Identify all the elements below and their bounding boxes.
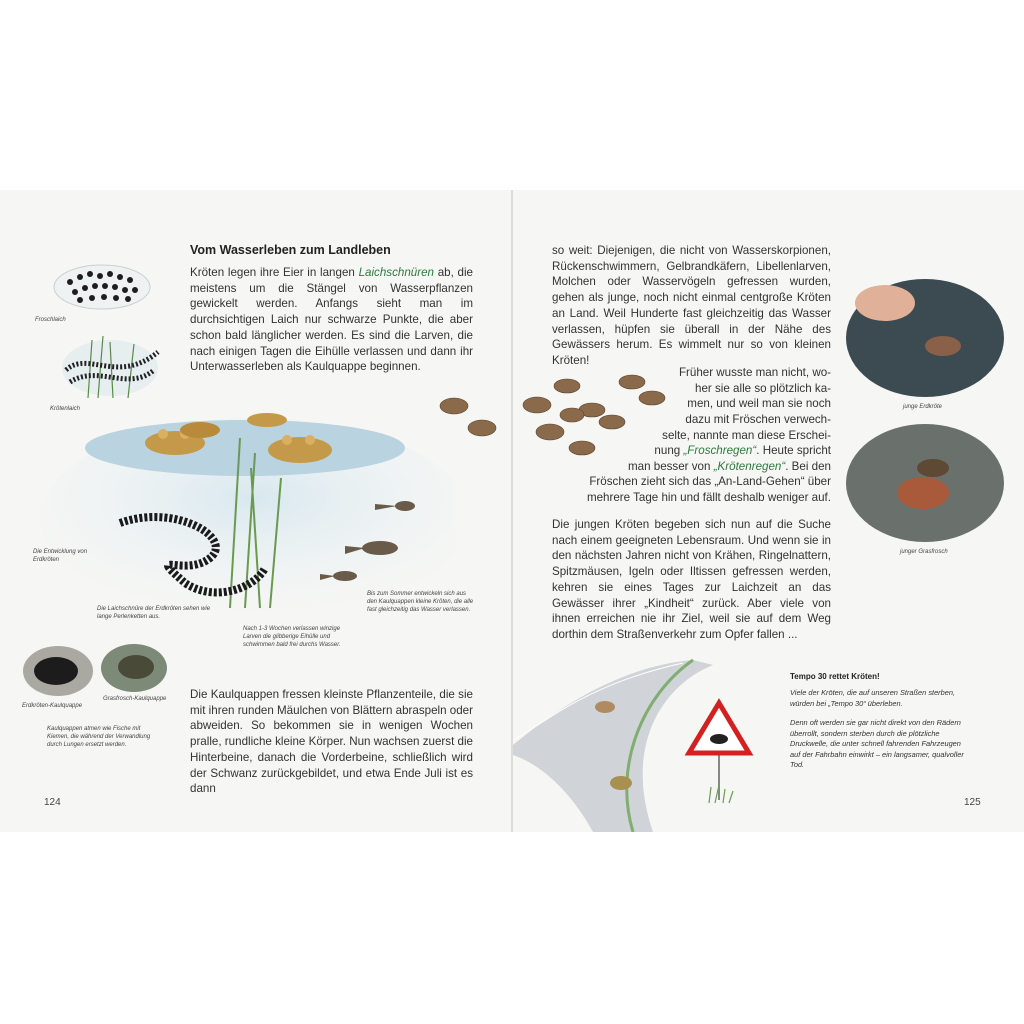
text-line: men, und weil man sie noch	[687, 397, 831, 411]
highlight-term: Laichschnüren	[358, 266, 434, 279]
caption-laichschnuere: Die Laichschnüre der Erdkröten sehen wie lange Perlenketten aus.	[97, 606, 211, 620]
highlight-term: „Froschregen“	[683, 444, 757, 457]
caption-kiemen: Kaulquappen atmen wie Fische mit Kiemen, die während der Verwandlung durch Lungen ersetzt werden.	[47, 726, 151, 748]
caption-sommer: Bis zum Sommer entwickeln sich aus den Kaulquappen kleine Kröten, die alle fast gleichzeitig das Wasser verlassen.	[367, 591, 474, 613]
caption-junge-erdkroete: junge Erdkröte	[903, 404, 943, 410]
page-number-left: 124	[44, 797, 61, 808]
sidebar-paragraph-2: Denn oft werden sie gar nicht direkt von den Rädern überrollt, sondern sterben durch die plötzliche Druckwelle, die unter schnell fahrenden Fahrzeugen auf der Fahrbahn einwirkt – ein langsamer, qualvoller Tod.	[790, 718, 964, 770]
erdkroeten-kaulquappe-photo	[22, 645, 94, 697]
text-line: dazu mit Fröschen verwech-	[685, 413, 831, 427]
froschlaich-illustration	[50, 262, 160, 314]
section-heading: Vom Wasserleben zum Landleben	[190, 243, 391, 257]
text: nung	[654, 444, 684, 457]
caption-erdkroeten-kaulquappe: Erdkröten-Kaulquappe	[22, 703, 83, 709]
text-line: Früher wusste man nicht, wo-	[678, 366, 831, 379]
page-number-right: 125	[964, 797, 981, 808]
right-paragraph-3: Die jungen Kröten begeben sich nun auf die Suche nach einem geeigneten Lebensraum. Und wenn sie in den nächsten Jahren nicht von Krähen, Ringelnattern, Spitzmäusen, Igeln oder Iltissen gefressen werden, kehren sie eines Tages zur Laichzeit an das Gewässer ihrer „Kindheit“ zurück. Aber viele von ihnen erreichen nie ihr Ziel, weil sie auf dem Weg dorthin dem Straßenverkehr zum Opfer fallen ...	[552, 518, 831, 641]
right-paragraph-2-indented	[660, 365, 831, 444]
right-paragraph-2-rest	[552, 474, 831, 505]
text: Kröten legen ihre Eier in langen	[190, 266, 359, 279]
caption-grasfrosch-kaulquappe: Grasfrosch-Kaulquappe	[103, 696, 167, 702]
caption-wochen: Nach 1-3 Wochen verlassen winzige Larven die glibberige Eihülle und schwimmen bald frei durchs Wasser.	[243, 626, 341, 648]
sidebar-paragraph-1: Viele der Kröten, die auf unseren Straßen sterben, würden bei „Tempo 30“ überleben.	[790, 688, 956, 708]
text-line: her sie alle so plötzlich ka-	[695, 381, 831, 395]
left-paragraph-1	[190, 265, 473, 375]
pond-development-illustration	[35, 408, 455, 618]
kroetenlaich-illustration	[58, 330, 168, 400]
text: . Bei den	[785, 460, 831, 473]
text: . Heute spricht	[756, 444, 831, 457]
text: man besser von	[627, 460, 714, 473]
text-line: Fröschen zieht sich das „An-Land-Gehen“ über	[589, 475, 831, 488]
text-line: selte, nannte man diese Erschei-	[662, 428, 831, 442]
right-paragraph-1: so weit: Diejenigen, die nicht von Wasserskorpionen, Rückenschwimmern, Gelbrandkäfern, Libellenlarven, Molchen oder Wasservögeln gefressen wurden, gehen als junge, noch nicht einmal centgroße Kröten an Land. Weil Hunderte fast gleichzeitig das Wasser verlassen, hüpfen sie überall in der Nähe des Gewässers herum. Es wimmelt nur so von kleinen Kröten!	[552, 244, 831, 367]
caption-junger-grasfrosch: junger Grasfrosch	[900, 549, 948, 555]
road-warning-illustration	[513, 655, 773, 832]
sidebar-title: Tempo 30 rettet Kröten!	[790, 672, 880, 681]
caption-entwicklung: Die Entwicklung von Erdkröten	[33, 549, 88, 563]
grasfrosch-kaulquappe-photo	[100, 643, 168, 693]
caption-kroetenlaich: Krötenlaich	[50, 406, 81, 412]
highlight-term: „Krötenregen“	[713, 460, 786, 473]
text: ab, die meistens um die Stängel von Wasserpflanzen gewickelt werden. Anfangs sieht man im durchsichtigen Laich nur schwarze Punkte, die aber schon bald länglicher werden. Es sind die Larven, die nach einigen Tagen die Eihülle verlassen und dann ihr Unterwasserleben als Kaulquappe beginnen.	[190, 266, 473, 374]
left-paragraph-2: Die Kaulquappen fressen kleinste Pflanzenteile, die sie mit ihren runden Mäulchen von Blättern abraspeln oder abweiden. So bekommen sie in wenigen Wochen pralle, rundliche kleine Körper. Nun wachsen zuerst die Hinterbeine, danach die Vorderbeine, schließlich wird der Schwanz zurückgebildet, und etwa Ende Juli ist es dann	[190, 688, 473, 796]
right-paragraph-2-line-7	[600, 459, 831, 475]
right-paragraph-2-line-6	[640, 443, 831, 459]
text-line: mehrere Tage hin und fällt deshalb weniger auf.	[586, 490, 831, 504]
caption-froschlaich: Froschlaich	[35, 317, 66, 323]
junge-erdkroete-photo	[845, 278, 1005, 398]
junger-grasfrosch-photo	[845, 423, 1005, 543]
